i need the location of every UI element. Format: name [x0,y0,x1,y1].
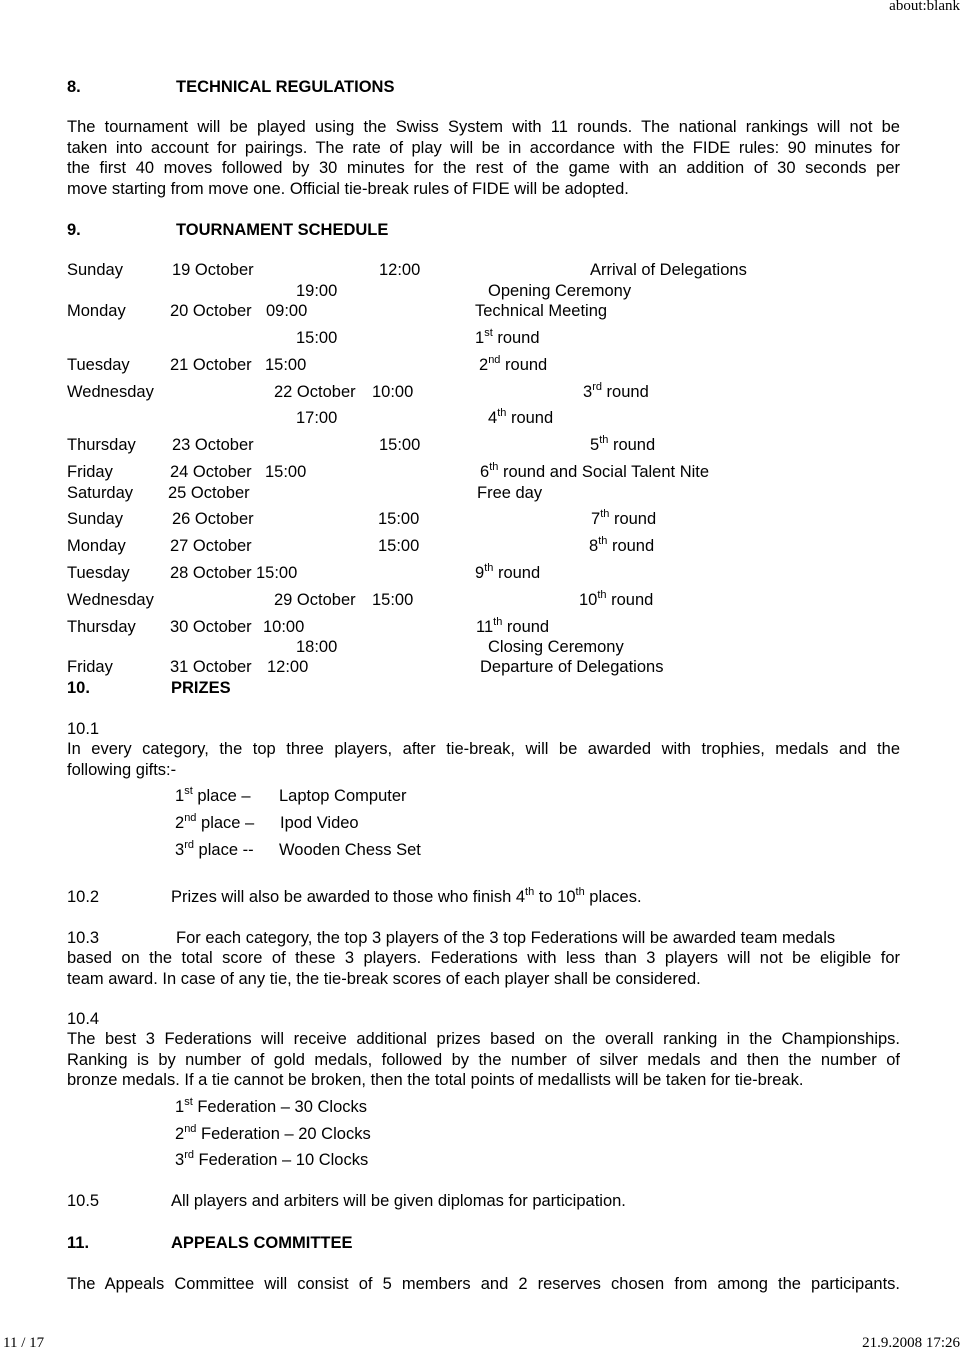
paragraph-line: following gifts:- [67,760,177,779]
section-10-title: PRIZES [171,679,231,697]
section-11-paragraph [67,1274,900,1295]
federation-prize-item: 3rd Federation – 10 Clocks [175,1149,369,1169]
schedule-date: 23 October [172,436,254,454]
document-page [67,0,900,1353]
section-11-title: APPEALS COMMITTEE [171,1234,353,1252]
schedule-day: Thursday [67,618,136,636]
section-8-title: TECHNICAL REGULATIONS [176,78,395,96]
paragraph-line: move starting from move one. Official tie-break rules of FIDE will be adopted. [67,179,629,198]
schedule-day: Sunday [67,261,123,279]
section-11-number: 11. [67,1234,90,1252]
schedule-event: 9th round [475,562,541,582]
schedule-date: 19 October [172,261,254,279]
paragraph-line: team award. In case of any tie, the tie-break scores of each player shall be considered. [67,969,701,988]
schedule-time: 15:00 [379,436,421,454]
clause-10-4-text [67,1029,900,1091]
paragraph-line: based on the total score of these 3 players. Federations with less than 3 players will not be eligible for [67,949,900,967]
clause-10-1-text [67,739,900,780]
schedule-date: 31 October [170,658,252,676]
gift-place: 2nd place – [175,812,255,832]
paragraph-line: The tournament will be played using the Swiss System with 11 rounds. The national rankings will not be [67,118,900,136]
schedule-day: Monday [67,302,126,320]
schedule-time: 10:00 [263,618,305,636]
schedule-date: 26 October [172,510,254,528]
schedule-time: 10:00 [372,383,414,401]
schedule-day: Tuesday [67,356,130,374]
schedule-event: 6th round and Social Talent Nite [480,461,710,481]
schedule-time: 15:00 [378,510,420,528]
schedule-day: Saturday [67,484,134,502]
paragraph-line: taken into account for pairings. The rate of play will be in accordance with the FIDE rules: 90 minutes for [67,138,900,157]
schedule-time: 12:00 [267,658,309,676]
paragraph-line: bronze medals. If a tie cannot be broken, then the total points of medallists will be taken for tie-break. [67,1071,804,1089]
schedule-event: Free day [477,484,543,502]
schedule-time: 15:00 [372,591,414,609]
schedule-time: 12:00 [379,261,421,279]
schedule-event: Opening Ceremony [488,282,632,300]
paragraph-line: the first 40 moves followed by 30 minutes for the rest of the game with an addition of 30 seconds per [67,159,900,177]
clause-10-5-label: 10.5 [67,1192,100,1210]
section-9-number: 9. [67,221,81,239]
paragraph-line: In every category, the top three players, after tie-break, will be awarded with trophies, medals and the [67,740,900,758]
schedule-event: 4th round [488,407,554,427]
schedule-date: 27 October [170,537,252,555]
schedule-time: 15:00 [256,564,298,582]
schedule-day: Monday [67,537,126,555]
paragraph-line: Ranking is by number of gold medals, followed by the number of silver medals and then the number of [67,1050,900,1069]
schedule-date: 30 October [170,618,252,636]
schedule-event: Arrival of Delegations [590,261,747,279]
paragraph-line: The Appeals Committee will consist of 5 members and 2 reserves chosen from among the participants. [67,1275,900,1293]
federation-prize-item: 1st Federation – 30 Clocks [175,1096,368,1116]
schedule-day: Friday [67,658,113,676]
section-8-number: 8. [67,78,81,96]
clause-10-4-label: 10.4 [67,1010,100,1028]
schedule-event: 1st round [475,327,540,347]
federation-prize-item: 2nd Federation – 20 Clocks [175,1123,371,1143]
browser-url-title: about:blank [889,0,960,14]
schedule-event: Technical Meeting [475,302,608,320]
schedule-event: 8th round [589,535,655,555]
schedule-time: 19:00 [296,282,338,300]
section-8-paragraph [67,117,900,199]
schedule-event: 7th round [591,508,657,528]
schedule-day: Wednesday [67,591,154,609]
schedule-day: Friday [67,463,113,481]
paragraph-line: The best 3 Federations will receive additional prizes based on the overall ranking in the Championships. [67,1030,900,1048]
schedule-time: 15:00 [378,537,420,555]
section-9-title: TOURNAMENT SCHEDULE [176,221,389,239]
schedule-time: 17:00 [296,409,338,427]
schedule-event: 3rd round [583,381,649,401]
schedule-event: Departure of Delegations [480,658,664,676]
clause-10-2-label: 10.2 [67,888,100,906]
schedule-event: Closing Ceremony [488,638,624,656]
schedule-time: 15:00 [296,329,338,347]
schedule-event: 2nd round [479,354,548,374]
section-10-number: 10. [67,679,90,697]
schedule-date: 25 October [168,484,250,502]
clause-10-3-first-line: For each category, the top 3 players of the 3 top Federations will be awarded team medals [176,929,836,947]
clause-10-2-text: Prizes will also be awarded to those who finish 4th to 10th places. [171,886,642,906]
schedule-event: 10th round [579,589,654,609]
schedule-date: 20 October [170,302,252,320]
schedule-time: 09:00 [266,302,308,320]
schedule-time: 15:00 [265,356,307,374]
clause-10-3-text [67,948,900,989]
schedule-day: Wednesday [67,383,154,401]
gift-place: 3rd place -- [175,839,254,859]
schedule-time: 15:00 [265,463,307,481]
gift-name: Ipod Video [280,814,359,832]
schedule-date: 22 October [274,383,356,401]
schedule-time: 18:00 [296,638,338,656]
gift-name: Wooden Chess Set [279,841,421,859]
print-datetime: 21.9.2008 17:26 [862,1335,960,1351]
clause-10-1-label: 10.1 [67,720,100,738]
gift-place: 1st place – [175,785,251,805]
clause-10-5-text: All players and arbiters will be given diplomas for participation. [171,1192,626,1210]
page-counter: 11 / 17 [3,1335,45,1351]
gift-name: Laptop Computer [279,787,407,805]
schedule-event: 5th round [590,434,656,454]
schedule-day: Tuesday [67,564,130,582]
schedule-day: Sunday [67,510,123,528]
schedule-date: 24 October [170,463,252,481]
clause-10-3-label: 10.3 [67,929,100,947]
schedule-date: 21 October [170,356,252,374]
schedule-date: 28 October [170,564,252,582]
schedule-date: 29 October [274,591,356,609]
schedule-day: Thursday [67,436,136,454]
schedule-event: 11th round [476,616,550,636]
